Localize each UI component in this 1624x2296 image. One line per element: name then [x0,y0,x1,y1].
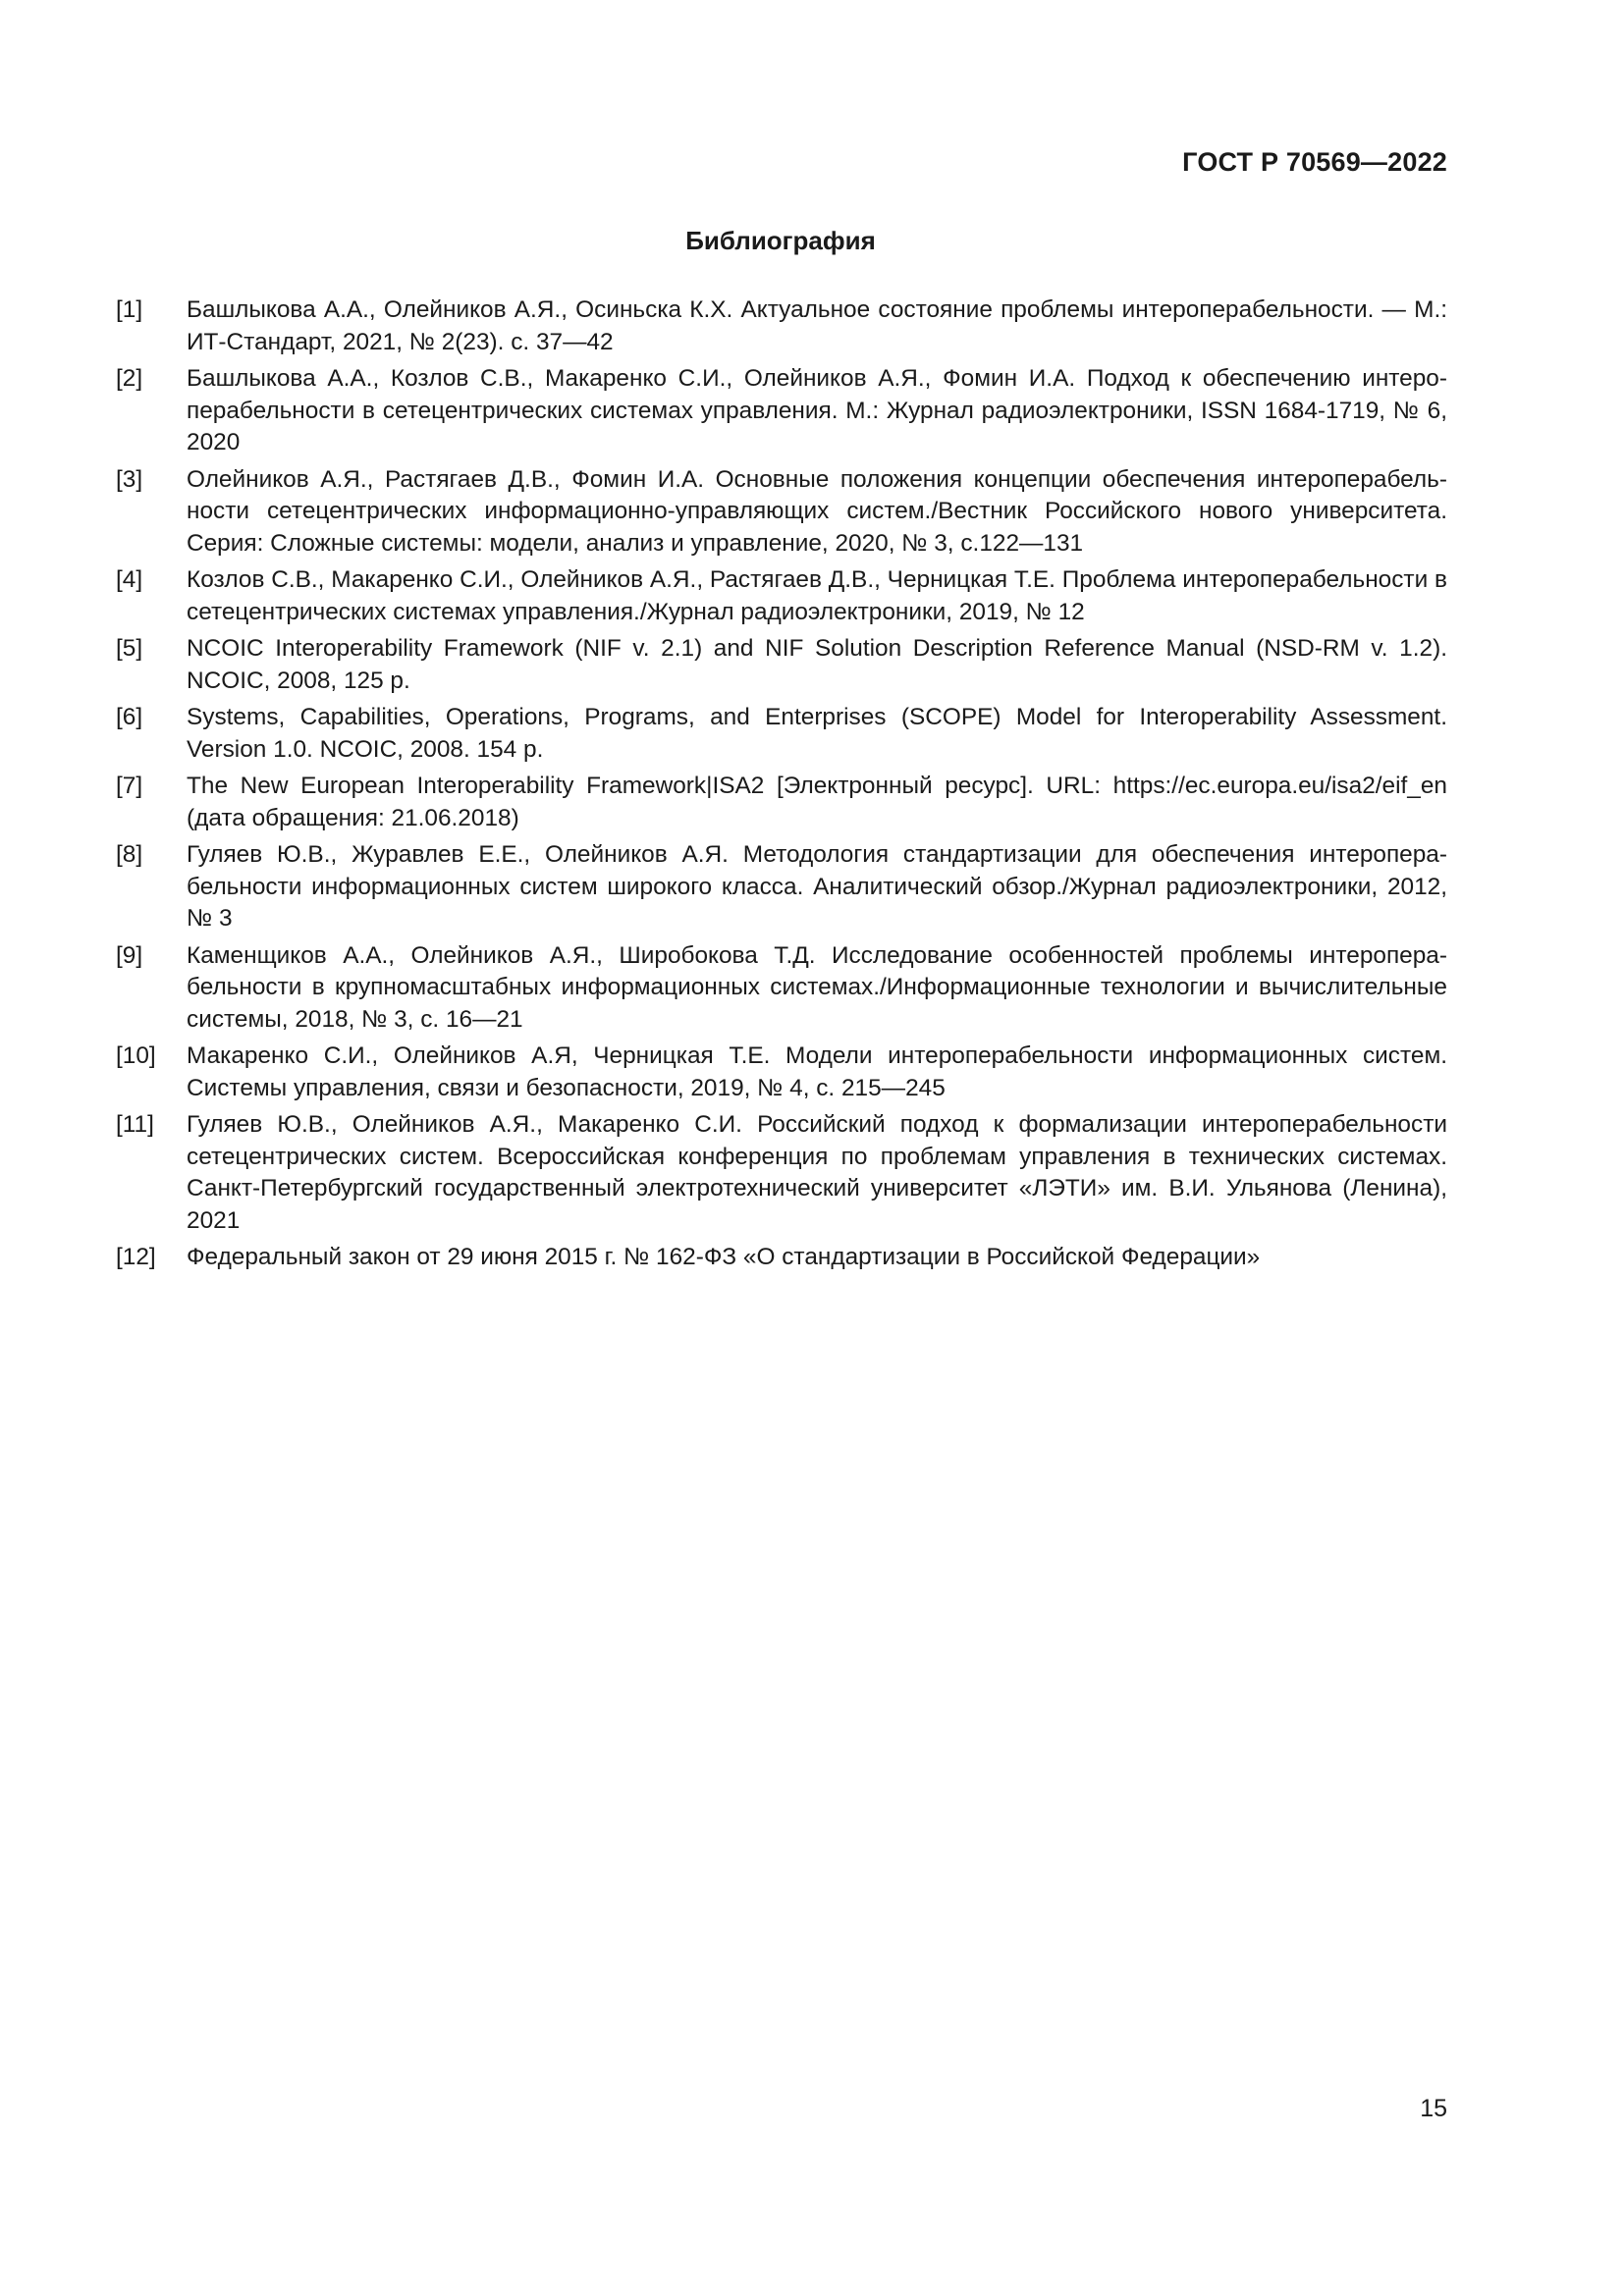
entry-number: [3] [116,465,143,493]
bibliography-entry [116,464,1447,561]
bibliography-entry [116,363,1447,459]
entry-text: Гуляев Ю.В., Журавлев Е.Е., Олейников А.Я. Методология стандартизации для обеспечения интероперабельности информационных систем широкого класса. Аналитический обзор./Журнал радиоэлектроники, 2012, № 3 [187,841,1447,932]
entry-text: Олейников А.Я., Растягаев Д.В., Фомин И.А. Основные положения концепции обеспечения интероперабельности сетецентрических информационно-управляющих систем./Вестник Российского нового университета. Серия: Сложные системы: модели, анализ и управление, 2020, № 3, с.122—131 [187,465,1447,557]
entry-number: [12] [116,1244,156,1270]
entry-number: [4] [116,566,143,593]
entry-number: [7] [116,773,143,799]
bibliography-list [116,294,1447,1279]
entry-text: Макаренко С.И., Олейников А.Я, Черницкая Т.Е. Модели интероперабельности информационных систем. Системы управления, связи и безопасности, 2019, № 4, с. 215—245 [187,1042,1447,1101]
bibliography-entry [116,633,1447,697]
bibliography-entry [116,564,1447,628]
entry-text: Башлыкова А.А., Козлов С.В., Макаренко С.И., Олейников А.Я., Фомин И.А. Подход к обеспечению интероперабельности в сетецентрических системах управления. М.: Журнал радиоэлектроники, ISSN 1684-1719, № 6, 2020 [187,365,1447,455]
document-code: ГОСТ Р 70569—2022 [1182,147,1447,177]
bibliography-entry [116,1109,1447,1237]
entry-number: [6] [116,704,143,730]
entry-text: Systems, Capabilities, Operations, Programs, and Enterprises (SCOPE) Model for Interoperability Assessment. Version 1.0. NCOIC, 2008. 154 p. [187,704,1447,763]
entry-text: Федеральный закон от 29 июня 2015 г. № 162-ФЗ «О стандартизации в Российской Федерации» [187,1244,1261,1270]
bibliography-entry [116,839,1447,935]
bibliography-entry [116,294,1447,358]
entry-number: [9] [116,941,143,969]
entry-text: Каменщиков А.А., Олейников А.Я., Широбокова Т.Д. Исследование особенностей проблемы интероперабельности в крупномасштабных информационных системах./Информационные технологии и вычислительные системы, 2018, № 3, с. 16—21 [187,941,1447,1033]
entry-text: Гуляев Ю.В., Олейников А.Я., Макаренко С.И. Российский подход к формализации интероперабельности сетецентрических систем. Всероссийская конференция по проблемам управления в технических системах. Санкт-Петербургский государственный электротехнический университет «ЛЭТИ» им. В.И. Ульянова (Ленина), 2021 [187,1111,1447,1234]
entry-number: [2] [116,365,143,392]
bibliography-entry [116,702,1447,766]
entry-number: [11] [116,1111,154,1138]
bibliography-entry [116,771,1447,834]
entry-text: Башлыкова А.А., Олейников А.Я., Осиньска К.Х. Актуальное состояние проблемы интероперабельности. — М.: ИТ-Стандарт, 2021, № 2(23). с. 37—42 [187,296,1447,355]
section-title: Библиография [685,226,876,255]
entry-number: [10] [116,1042,156,1069]
entry-text: NCOIC Interoperability Framework (NIF v. 2.1) and NIF Solution Description Reference Manual (NSD-RM v. 1.2). NCOIC, 2008, 125 p. [187,635,1447,694]
bibliography-entry [116,1041,1447,1104]
entry-text: Козлов С.В., Макаренко С.И., Олейников А.Я., Растягаев Д.В., Черницкая Т.Е. Проблема интероперабельности в сетецентрических системах управления./Журнал радиоэлектроники, 2019, № 12 [187,566,1447,625]
bibliography-entry [116,1242,1447,1274]
entry-number: [1] [116,296,143,323]
entry-text: The New European Interoperability Framework|ISA2 [Электронный ресурс]. URL: https://ec.europa.eu/isa2/eif_en (дата обращения: 21.06.2018) [187,773,1447,831]
page-number: 15 [1420,2095,1447,2122]
entry-number: [8] [116,841,143,868]
bibliography-entry [116,940,1447,1037]
entry-number: [5] [116,635,143,662]
